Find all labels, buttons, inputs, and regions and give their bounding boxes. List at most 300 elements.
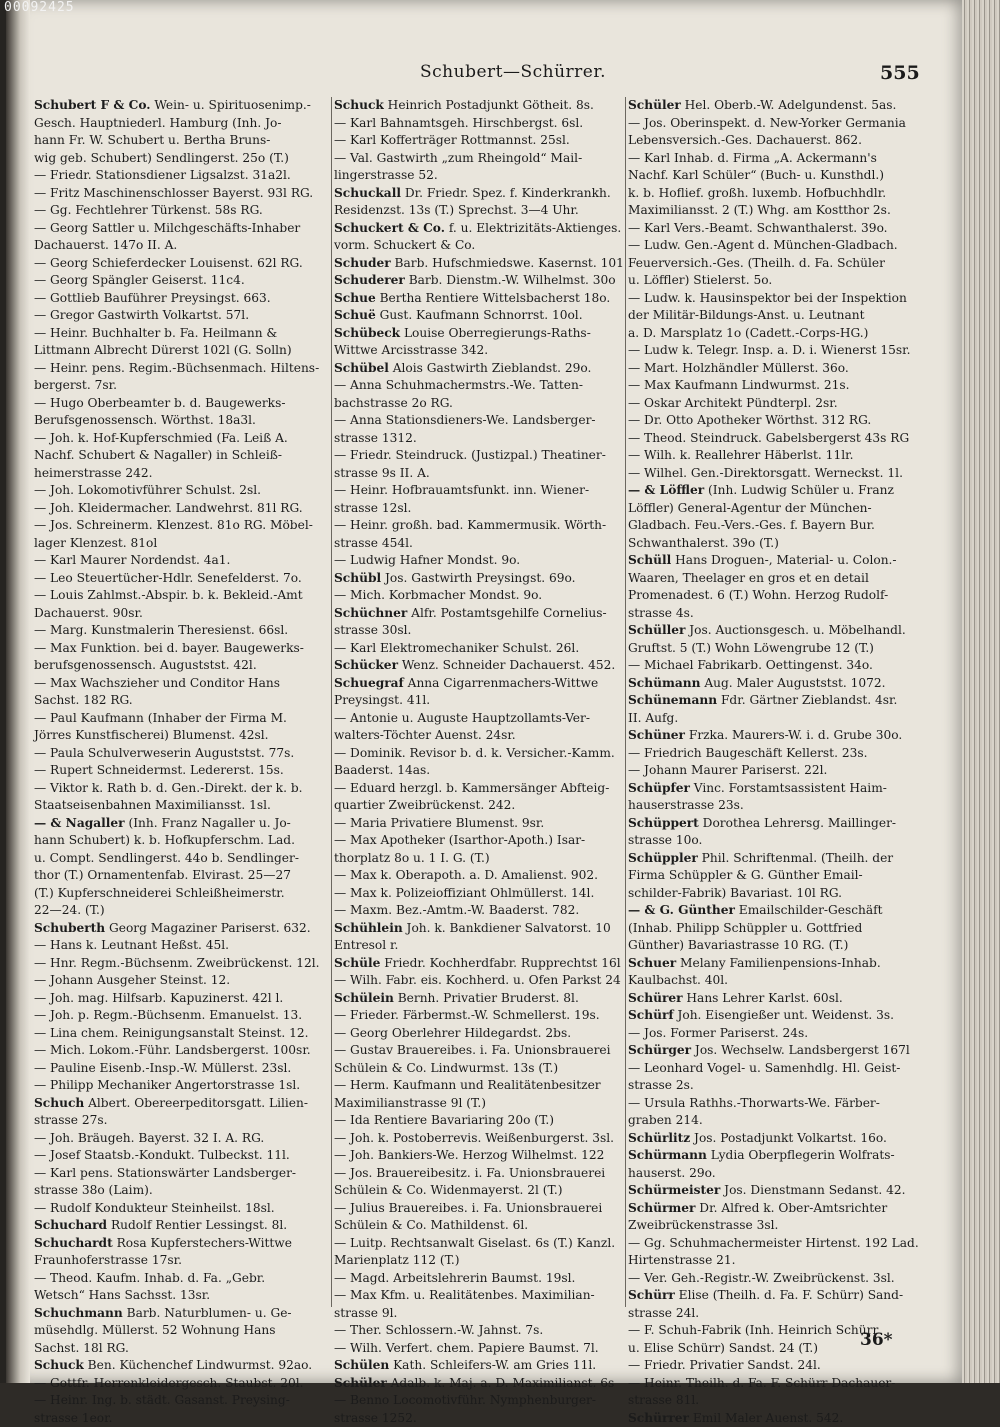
entry-text: strasse 1252. [334,1411,417,1425]
entry-text: — Ludwig Hafner Mondst. 9o. [334,553,520,567]
directory-line [334,797,626,815]
entry-text: heimerstrasse 242. [34,466,153,480]
directory-line [628,255,920,273]
entry-text: Staatseisenbahnen Maximiliansst. 1sl. [34,798,271,812]
entry-text: Wenz. Schneider Dachauerst. 452. [398,658,615,672]
entry-text: — Georg Oberlehrer Hildegardst. 2bs. [334,1026,571,1040]
directory-line [628,657,920,675]
entry-text: wig geb. Schubert) Sendlingerst. 25o (T.) [34,151,289,165]
entry-text: Rosa Kupferstechers-Wittwe [113,1236,292,1250]
entry-text: — Karl pens. Stationswärter Landsberger- [34,1166,296,1180]
entry-text: — Johann Ausgeher Steinst. 12. [34,973,230,987]
entry-text: Phil. Schriftenmal. (Theilh. der [698,851,893,865]
entry-text: Gruftst. 5 (T.) Wohn Löwengrube 12 (T.) [628,641,874,655]
directory-line [628,937,920,955]
entry-surname: Schübeck [334,326,400,340]
directory-line [628,237,920,255]
directory-line [628,762,920,780]
directory-line [334,552,626,570]
entry-text: a. D. Marsplatz 1o (Cadett.-Corps-HG.) [628,326,868,340]
entry-text: — Dominik. Revisor b. d. k. Versicher.-Kamm. [334,746,615,760]
directory-line [628,902,920,920]
entry-text: — Joh. Bräugeh. Bayerst. 32 I. A. RG. [34,1131,264,1145]
entry-text: — Hnr. Regm.-Büchsenm. Zweibrückenst. 12l. [34,956,320,970]
entry-text: — Theod. Steindruck. Gabelsbergerst 43s RG [628,431,909,445]
directory-line [628,710,920,728]
entry-surname: Schubert F & Co. [34,98,151,112]
directory-line [334,780,626,798]
directory-line [628,1200,920,1218]
entry-text: strasse 38o (Laim). [34,1183,153,1197]
entry-text: — Leonhard Vogel- u. Samenhdlg. Hl. Geist- [628,1061,900,1075]
page-edges [962,0,1000,1383]
directory-line [334,1287,626,1305]
entry-text: — Gregor Gastwirth Volkartst. 57l. [34,308,249,322]
directory-line [334,1077,626,1095]
directory-line [334,1147,626,1165]
entry-text: — Ludw k. Telegr. Insp. a. D. i. Wienerst 15sr. [628,343,910,357]
directory-line [334,1007,626,1025]
directory-column-1 [34,97,326,1327]
entry-text: — Ludw. Gen.-Agent d. München-Gladbach. [628,238,898,252]
directory-line [34,570,326,588]
entry-text: hauserst. 29o. [628,1166,716,1180]
entry-surname: Schürrer [628,1411,689,1425]
entry-surname: Schuchmann [34,1306,123,1320]
scan-id-label: 00092425 [4,0,75,15]
entry-text: — Luitp. Rechtsanwalt Giselast. 6s (T.) Kanzl. [334,1236,615,1250]
directory-line [34,377,326,395]
entry-text: hauserstrasse 23s. [628,798,744,812]
directory-line [628,395,920,413]
entry-surname: Schüle [334,956,380,970]
entry-text: — Jos. Oberinspekt. d. New-Yorker Germania [628,116,906,130]
directory-line [628,500,920,518]
entry-text: thor (T.) Ornamentenfab. Elvirast. 25—27 [34,868,291,882]
entry-text: thorplatz 8o u. 1 I. G. (T.) [334,851,490,865]
directory-line [628,290,920,308]
directory-line [628,482,920,500]
entry-surname: Schüler [628,98,681,112]
entry-text: — Mich. Lokom.-Führ. Landsbergerst. 100sr. [34,1043,311,1057]
directory-line [334,1095,626,1113]
entry-text: Kaulbachst. 40l. [628,973,728,987]
entry-text: Barb. Hufschmiedswe. Kasernst. 101 [391,256,624,270]
directory-line [334,115,626,133]
entry-surname: Schuberth [34,921,105,935]
entry-text: Promenadest. 6 (T.) Wohn. Herzog Rudolf- [628,588,888,602]
entry-text: Jos. Postadjunkt Volkartst. 16o. [690,1131,887,1145]
entry-text: f. u. Elektrizitäts-Aktienges. [445,221,621,235]
entry-surname: Schüpfer [628,781,690,795]
entry-text: Bertha Rentiere Wittelsbacherst 18o. [376,291,611,305]
entry-text: strasse 454l. [334,536,413,550]
entry-text: strasse 27s. [34,1113,107,1127]
entry-text: Bernh. Privatier Bruderst. 8l. [394,991,579,1005]
directory-line [628,1357,920,1375]
directory-line [34,780,326,798]
entry-text: u. Compt. Sendlingerst. 44o b. Sendlinger- [34,851,299,865]
entry-text: — Wilh. k. Reallehrer Häberlst. 11lr. [628,448,853,462]
entry-surname: Schürmer [628,1201,695,1215]
entry-text: Barb. Naturblumen- u. Ge- [123,1306,292,1320]
entry-text: lager Klenzest. 81ol [34,536,157,550]
entry-text: u. Löffler) Stielerst. 5o. [628,273,772,287]
entry-text: — Joh. k. Postoberrevis. Weißenburgerst. 3sl. [334,1131,614,1145]
entry-text: — Heinr. Theilh. d. Fa. F. Schürr Dachauer- [628,1376,895,1390]
directory-line [34,1287,326,1305]
directory-line [334,360,626,378]
entry-text: Firma Schüppler & G. Günther Email- [628,868,863,882]
directory-line [334,150,626,168]
entry-text: — Paula Schulverweserin Auguststst. 77s. [34,746,294,760]
directory-line [334,1270,626,1288]
entry-surname: Schürf [628,1008,674,1022]
directory-line [628,745,920,763]
directory-line [628,132,920,150]
directory-line [628,1060,920,1078]
directory-line [334,255,626,273]
entry-surname: Schübel [334,361,389,375]
directory-line [34,727,326,745]
directory-line [34,255,326,273]
entry-text: Lydia Oberpflegerin Wolfrats- [707,1148,895,1162]
directory-line [334,885,626,903]
directory-line [334,990,626,1008]
directory-line [628,605,920,623]
directory-line [334,1235,626,1253]
directory-line [334,1375,626,1393]
directory-line [34,587,326,605]
directory-line [334,412,626,430]
directory-line [628,1025,920,1043]
entry-surname: Schüppert [628,816,699,830]
directory-line [34,1305,326,1323]
directory-line [34,902,326,920]
directory-line [34,1060,326,1078]
directory-line [34,395,326,413]
directory-line [628,1042,920,1060]
entry-surname: Schülein [334,991,394,1005]
entry-text: — Jos. Former Pariserst. 24s. [628,1026,808,1040]
directory-line [334,710,626,728]
directory-line [34,1357,326,1375]
entry-text: — Heinr. Ing. b. städt. Gasanst. Preysing- [34,1393,290,1407]
entry-text: — Anna Schuhmachermstrs.-We. Tatten- [334,378,583,392]
entry-text: Dr. Alfred k. Ober-Amtsrichter [695,1201,887,1215]
directory-line [628,1165,920,1183]
entry-text: — Benno Locomotivführ. Nymphenburger- [334,1393,596,1407]
entry-text: — Max k. Oberapoth. a. D. Amalienst. 902. [334,868,598,882]
entry-text: Adalb. k. Maj. a. D. Maximilianst. 6s [387,1376,615,1390]
directory-line [628,465,920,483]
directory-line [334,1217,626,1235]
entry-text: — Dr. Otto Apotheker Wörthst. 312 RG. [628,413,871,427]
entry-text: Schülein & Co. Lindwurmst. 13s (T.) [334,1061,558,1075]
entry-text: Lebensversich.-Ges. Dachauerst. 862. [628,133,862,147]
directory-line [34,290,326,308]
entry-text: — Gottfr. Herrenkleidergesch. Staubst. 20l. [34,1376,304,1390]
directory-line [34,360,326,378]
directory-line [34,675,326,693]
directory-line [628,1217,920,1235]
entry-text: 22—24. (T.) [34,903,105,917]
entry-text: — Rupert Schneidermst. Ledererst. 15s. [34,763,284,777]
directory-line [34,272,326,290]
directory-line [334,1340,626,1358]
entry-surname: Schuer [628,956,676,970]
directory-line [628,640,920,658]
directory-line [628,1182,920,1200]
entry-surname: Schuck [34,1358,84,1372]
entry-text: walters-Töchter Auenst. 24sr. [334,728,516,742]
directory-line [334,342,626,360]
directory-line [34,1375,326,1393]
directory-line [334,832,626,850]
directory-line [628,97,920,115]
entry-surname: Schüchner [334,606,407,620]
directory-line [334,202,626,220]
directory-line [334,465,626,483]
directory-line [34,465,326,483]
directory-line [34,990,326,1008]
directory-line [34,1025,326,1043]
directory-line [34,430,326,448]
entry-text: — Louis Zahlmst.-Abspir. b. k. Bekleid.-Amt [34,588,303,602]
entry-text: — Julius Brauereibes. i. Fa. Unionsbrauerei [334,1201,602,1215]
directory-line [628,1270,920,1288]
directory-line [34,1095,326,1113]
entry-text: Schwanthalerst. 39o (T.) [628,536,779,550]
entry-text: Melany Familienpensions-Inhab. [676,956,881,970]
directory-line [628,1392,920,1410]
entry-text: — Max Apotheker (Isarthor-Apoth.) Isar- [334,833,585,847]
directory-line [628,552,920,570]
directory-line [628,885,920,903]
entry-text: — Michael Fabrikarb. Oettingenst. 34o. [628,658,873,672]
entry-text: Aug. Maler Auguststst. 1072. [700,676,885,690]
entry-text: müsehdlg. Müllerst. 52 Wohnung Hans [34,1323,276,1337]
entry-text: — Hans k. Leutnant Heßst. 45l. [34,938,229,952]
entry-text: — Friedrich Baugeschäft Kellerst. 23s. [628,746,867,760]
entry-text: — Ida Rentiere Bavariaring 20o (T.) [334,1113,554,1127]
entry-text: — F. Schuh-Fabrik (Inh. Heinrich Schürr [628,1323,878,1337]
entry-text: — Max Kaufmann Lindwurmst. 21s. [628,378,850,392]
entry-text: bergerst. 7sr. [34,378,117,392]
directory-line [334,535,626,553]
directory-line [628,185,920,203]
directory-line [334,1305,626,1323]
entry-text: lingerstrasse 52. [334,168,438,182]
entry-surname: Schücker [334,658,398,672]
entry-text: — Mart. Holzhändler Müllerst. 36o. [628,361,849,375]
entry-text: — Heinr. pens. Regim.-Büchsenmach. Hiltens- [34,361,319,375]
entry-text: Joh. k. Bankdiener Salvatorst. 10 [403,921,611,935]
directory-line [334,902,626,920]
directory-line [628,622,920,640]
directory-line [334,132,626,150]
entry-text: Sachst. 18l RG. [34,1341,129,1355]
directory-line [334,640,626,658]
directory-line [34,237,326,255]
entry-surname: Schürmeister [628,1183,720,1197]
entry-text: — Ludw. k. Hausinspektor bei der Inspektion [628,291,907,305]
directory-line [34,920,326,938]
directory-line [334,517,626,535]
directory-line [628,1305,920,1323]
entry-text: Hel. Oberb.-W. Adelgundenst. 5as. [681,98,897,112]
directory-line [334,395,626,413]
directory-line [334,727,626,745]
directory-line [628,1147,920,1165]
directory-line [628,272,920,290]
directory-line [628,307,920,325]
directory-line [334,97,626,115]
directory-line [628,797,920,815]
directory-line [34,535,326,553]
entry-text: — Ver. Geh.-Registr.-W. Zweibrückenst. 3sl. [628,1271,895,1285]
entry-text: — Gottlieb Bauführer Preysingst. 663. [34,291,271,305]
entry-text: strasse 24l. [628,1306,699,1320]
entry-text: strasse 9l. [334,1306,397,1320]
directory-line [34,1392,326,1410]
entry-surname: Schünemann [628,693,717,707]
entry-text: quartier Zweibrückenst. 242. [334,798,515,812]
entry-text: Zweibrückenstrasse 3sl. [628,1218,778,1232]
entry-text: — Johann Maurer Pariserst. 22l. [628,763,827,777]
entry-text: Preysingst. 41l. [334,693,430,707]
directory-line [334,307,626,325]
entry-text: — Joh. k. Hof-Kupferschmied (Fa. Leiß A. [34,431,288,445]
entry-text: Jos. Auctionsgesch. u. Möbelhandl. [685,623,905,637]
entry-text: graben 214. [628,1113,703,1127]
entry-surname: Schuckert & Co. [334,221,445,235]
entry-text: Heinrich Postadjunkt Götheit. 8s. [384,98,594,112]
entry-text: Dachauerst. 90sr. [34,606,143,620]
entry-text: Fdr. Gärtner Zieblandst. 4sr. [717,693,897,707]
entry-text: — Jos. Brauereibesitz. i. Fa. Unionsbrauerei [334,1166,605,1180]
entry-text: — Hugo Oberbeamter b. d. Baugewerks- [34,396,285,410]
directory-line [334,1392,626,1410]
entry-text: — Jos. Schreinerm. Klenzest. 81o RG. Möbel- [34,518,313,532]
directory-line [334,185,626,203]
entry-text: Alfr. Postamtsgehilfe Cornelius- [407,606,606,620]
entry-surname: — & Löffler [628,483,704,497]
entry-text: Rudolf Rentier Lessingst. 8l. [107,1218,287,1232]
directory-line [628,955,920,973]
directory-line [34,447,326,465]
directory-line [34,1235,326,1253]
entry-text: schilder-Fabrik) Bavariast. 10l RG. [628,886,842,900]
directory-line [334,745,626,763]
entry-text: Vinc. Forstamtsassistent Haim- [690,781,887,795]
directory-line [334,167,626,185]
entry-text: — Eduard herzgl. b. Kammersänger Abfteig- [334,781,609,795]
directory-line [628,780,920,798]
directory-line [34,185,326,203]
directory-column-3 [628,97,920,1327]
entry-text: — Joh. Bankiers-We. Herzog Wilhelmst. 122 [334,1148,604,1162]
directory-line [34,640,326,658]
directory-line [628,447,920,465]
entry-surname: Schübl [334,571,381,585]
directory-line [628,587,920,605]
entry-text: vorm. Schuckert & Co. [334,238,475,252]
directory-line [34,97,326,115]
entry-text: Alois Gastwirth Zieblandst. 29o. [389,361,591,375]
entry-text: Wetsch“ Hans Sachsst. 13sr. [34,1288,210,1302]
entry-text: strasse 30sl. [334,623,411,637]
directory-line [628,202,920,220]
directory-line [334,570,626,588]
entry-surname: Schürger [628,1043,691,1057]
entry-text: — Ursula Rathhs.-Thorwarts-We. Färber- [628,1096,880,1110]
entry-surname: Schüler [334,1376,387,1390]
directory-line [334,692,626,710]
directory-line [34,622,326,640]
directory-line [34,1340,326,1358]
directory-line [628,517,920,535]
entry-text: Berufsgenossensch. Wörthst. 18a3l. [34,413,256,427]
entry-text: Wittwe Arcisstrasse 342. [334,343,488,357]
directory-line [34,167,326,185]
directory-line [334,482,626,500]
entry-text: — Joh. p. Regm.-Büchsenm. Emanuelst. 13. [34,1008,302,1022]
directory-line [334,272,626,290]
entry-text: Marienplatz 112 (T.) [334,1253,460,1267]
directory-line [334,1357,626,1375]
entry-text: — Friedr. Steindruck. (Justizpal.) Theatiner- [334,448,606,462]
entry-text: — Gg. Schuhmachermeister Hirtenst. 192 Lad. [628,1236,919,1250]
directory-line [334,622,626,640]
directory-line [34,1182,326,1200]
directory-line [628,1077,920,1095]
entry-text: — Karl Bahnamtsgeh. Hirschbergst. 6sl. [334,116,583,130]
entry-text: Georg Magaziner Pariserst. 632. [105,921,311,935]
directory-line [628,220,920,238]
directory-line [334,1252,626,1270]
entry-surname: Schuckall [334,186,401,200]
entry-text: Emailschilder-Geschäft [735,903,883,917]
entry-text: strasse 10o. [628,833,702,847]
entry-text: strasse 2s. [628,1078,694,1092]
entry-text: Gesch. Hauptniederl. Hamburg (Inh. Jo- [34,116,281,130]
directory-line [334,972,626,990]
directory-line [628,1112,920,1130]
entry-text: Jörres Kunstfischerei) Blumenst. 42sl. [34,728,269,742]
entry-surname: Schümann [628,676,700,690]
entry-text: Schülein & Co. Widenmayerst. 2l (T.) [334,1183,563,1197]
entry-text: Ben. Küchenchef Lindwurmst. 92ao. [84,1358,312,1372]
directory-line [334,1130,626,1148]
entry-text: — Friedr. Privatier Sandst. 24l. [628,1358,821,1372]
entry-text: — Karl Inhab. d. Firma „A. Ackermann's [628,151,877,165]
entry-text: hann Fr. W. Schubert u. Bertha Bruns- [34,133,270,147]
entry-text: strasse 9s II. A. [334,466,430,480]
directory-line [34,517,326,535]
entry-surname: Schuchardt [34,1236,113,1250]
entry-text: — Josef Staatsb.-Kondukt. Tulbeckst. 11l. [34,1148,290,1162]
entry-text: Baaderst. 14as. [334,763,430,777]
directory-line [34,815,326,833]
entry-text: Anna Cigarrenmachers-Wittwe [404,676,598,690]
entry-text: — Max Wachszieher und Conditor Hans [34,676,280,690]
entry-text: II. Aufg. [628,711,678,725]
directory-line [334,500,626,518]
directory-line [334,955,626,973]
directory-line [34,552,326,570]
directory-line [628,1235,920,1253]
